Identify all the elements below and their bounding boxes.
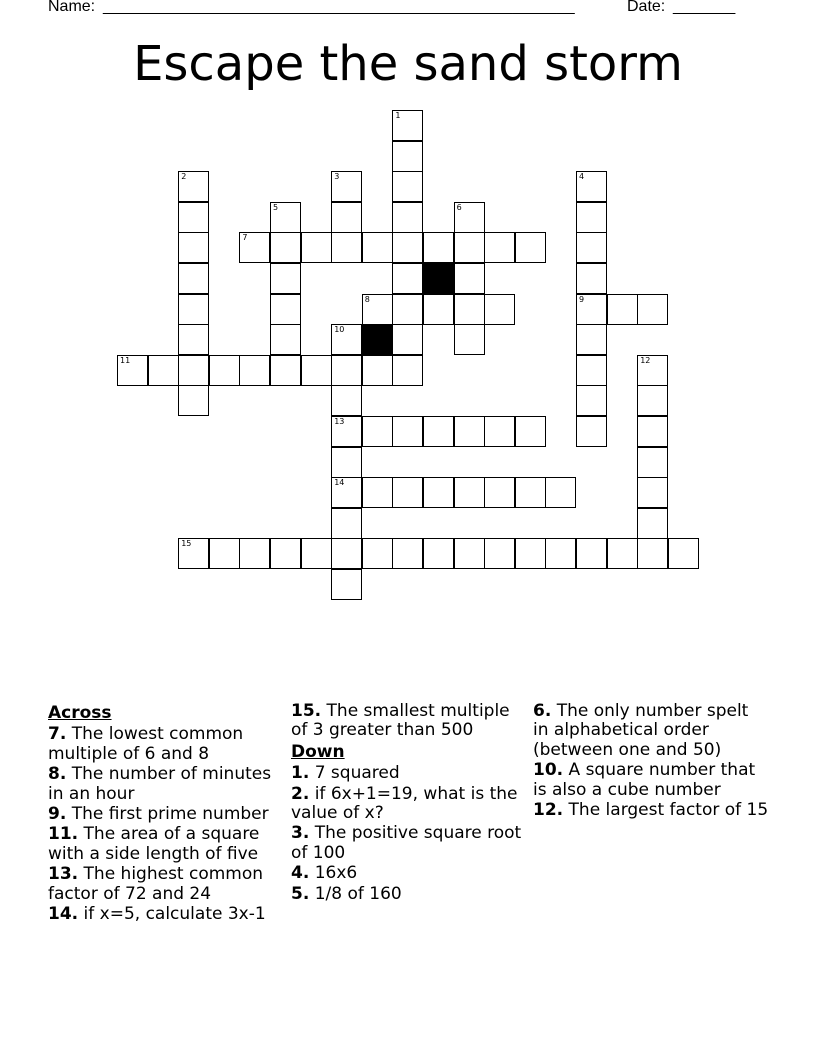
grid-cell[interactable] <box>515 538 546 569</box>
grid-cell[interactable] <box>637 538 668 569</box>
grid-cell[interactable] <box>454 477 485 508</box>
grid-cell[interactable] <box>178 385 209 416</box>
grid-cell[interactable] <box>239 355 270 386</box>
grid-cell[interactable] <box>331 447 362 478</box>
grid-cell[interactable] <box>576 355 607 386</box>
clue-across-14: 14. if x=5, calculate 3x-1 <box>48 904 266 925</box>
page-title: Escape the sand storm <box>133 36 683 92</box>
cell-number: 14 <box>334 478 345 488</box>
grid-cell[interactable] <box>607 538 638 569</box>
clue-down-4: 4. 16x6 <box>291 863 358 884</box>
grid-cell[interactable] <box>423 232 454 263</box>
grid-cell[interactable] <box>392 324 423 355</box>
grid-cell[interactable] <box>392 263 423 294</box>
grid-cell[interactable] <box>331 416 362 447</box>
grid-block <box>423 263 454 294</box>
grid-cell[interactable] <box>178 263 209 294</box>
grid-cell[interactable] <box>362 416 393 447</box>
grid-cell[interactable] <box>607 294 638 325</box>
grid-cell[interactable] <box>576 232 607 263</box>
cell-number: 13 <box>334 417 345 426</box>
grid-cell[interactable] <box>331 569 362 600</box>
grid-cell[interactable] <box>423 477 454 508</box>
cell-number: 11 <box>120 355 131 365</box>
grid-cell[interactable] <box>637 447 668 478</box>
clue-across-7: 7. The lowest common multiple of 6 and 8 <box>48 724 244 764</box>
grid-cell[interactable] <box>637 355 668 386</box>
grid-cell[interactable] <box>576 171 607 202</box>
down-heading: Down <box>291 741 345 762</box>
grid-cell[interactable] <box>637 294 668 325</box>
cell-number: 8 <box>364 294 370 304</box>
clue-down-2: 2. if 6x+1=19, what is the value of x? <box>291 783 518 824</box>
grid-cell[interactable] <box>423 538 454 569</box>
clue-down-6: 6. The only number spelt in alphabetical order (between one and 50) <box>533 701 749 760</box>
grid-cell[interactable] <box>331 477 362 508</box>
clue-across-11: 11. The area of a square with a side length of five <box>48 824 260 864</box>
grid-cell[interactable] <box>331 508 362 539</box>
grid-cell[interactable] <box>484 232 515 263</box>
grid-cell[interactable] <box>576 294 607 325</box>
clues-column-3 <box>533 702 769 821</box>
grid-cell[interactable] <box>178 294 209 325</box>
grid-cell[interactable] <box>301 355 332 386</box>
clue-across-9: 9. The first prime number <box>48 804 269 825</box>
grid-cell[interactable] <box>270 232 301 263</box>
clue-down-1: 1. 7 squared <box>291 763 400 784</box>
grid-cell[interactable] <box>270 263 301 294</box>
grid-cell[interactable] <box>454 232 485 263</box>
grid-cell[interactable] <box>484 416 515 447</box>
grid-cell[interactable] <box>178 324 209 355</box>
grid-cell[interactable] <box>484 477 515 508</box>
grid-cell[interactable] <box>331 324 362 355</box>
name-line[interactable]: _____________________________________________________ <box>103 0 575 15</box>
grid-cell[interactable] <box>515 477 546 508</box>
grid-cell[interactable] <box>392 477 423 508</box>
grid-cell[interactable] <box>454 324 485 355</box>
date-line[interactable]: _______ <box>673 0 736 15</box>
grid-cell[interactable] <box>239 232 270 263</box>
grid-cell[interactable] <box>576 385 607 416</box>
cell-number: 15 <box>181 539 192 549</box>
grid-cell[interactable] <box>423 294 454 325</box>
grid-cell[interactable] <box>454 202 485 233</box>
grid-cell[interactable] <box>362 355 393 386</box>
cell-number: 4 <box>579 172 585 182</box>
grid-cell[interactable] <box>637 416 668 447</box>
grid-cell[interactable] <box>392 294 423 325</box>
grid-cell[interactable] <box>637 508 668 539</box>
grid-cell[interactable] <box>545 538 576 569</box>
grid-cell[interactable] <box>301 538 332 569</box>
clues-column-2 <box>291 702 527 905</box>
grid-cell[interactable] <box>331 538 362 569</box>
grid-cell[interactable] <box>331 385 362 416</box>
grid-cell[interactable] <box>392 538 423 569</box>
grid-cell[interactable] <box>178 171 209 202</box>
grid-cell[interactable] <box>178 232 209 263</box>
grid-cell[interactable] <box>362 538 393 569</box>
grid-cell[interactable] <box>454 416 485 447</box>
grid-cell[interactable] <box>270 355 301 386</box>
clue-across-15: 15. The smallest multiple of 3 greater than 500 <box>291 701 510 741</box>
cell-number: 9 <box>579 294 585 304</box>
grid-cell[interactable] <box>301 232 332 263</box>
grid-cell[interactable] <box>423 416 454 447</box>
grid-cell[interactable] <box>515 232 546 263</box>
grid-cell[interactable] <box>392 171 423 202</box>
grid-cell[interactable] <box>270 294 301 325</box>
grid-cell[interactable] <box>331 202 362 233</box>
grid-cell[interactable] <box>270 538 301 569</box>
grid-cell[interactable] <box>515 416 546 447</box>
grid-cell[interactable] <box>576 324 607 355</box>
grid-cell[interactable] <box>576 538 607 569</box>
grid-cell[interactable] <box>178 202 209 233</box>
grid-cell[interactable] <box>362 294 393 325</box>
grid-cell[interactable] <box>454 294 485 325</box>
grid-cell[interactable] <box>209 355 240 386</box>
grid-cell[interactable] <box>637 477 668 508</box>
grid-cell[interactable] <box>454 538 485 569</box>
clue-across-8: 8. The number of minutes in an hour <box>48 764 272 804</box>
grid-cell[interactable] <box>331 355 362 386</box>
grid-cell[interactable] <box>239 538 270 569</box>
cell-number: 6 <box>456 202 462 212</box>
grid-cell[interactable] <box>178 538 209 569</box>
grid-cell[interactable] <box>178 355 209 386</box>
grid-cell[interactable] <box>362 232 393 263</box>
grid-cell[interactable] <box>392 355 423 386</box>
cell-number: 10 <box>334 325 345 335</box>
cell-number: 2 <box>181 172 187 182</box>
clue-down-3: 3. The positive square root of 100 <box>291 823 522 863</box>
clue-down-5: 5. 1/8 of 160 <box>291 883 402 904</box>
grid-block <box>362 324 393 355</box>
grid-cell[interactable] <box>576 202 607 233</box>
grid-cell[interactable] <box>392 141 423 172</box>
grid-cell[interactable] <box>392 110 423 141</box>
grid-cell[interactable] <box>484 294 515 325</box>
cell-number: 3 <box>334 172 340 182</box>
grid-cell[interactable] <box>392 202 423 233</box>
date-label: Date: <box>627 0 666 15</box>
grid-cell[interactable] <box>454 263 485 294</box>
grid-cell[interactable] <box>576 416 607 447</box>
name-label: Name: <box>48 0 96 15</box>
grid-cell[interactable] <box>148 355 179 386</box>
grid-cell[interactable] <box>117 355 148 386</box>
grid-cell[interactable] <box>392 232 423 263</box>
clues-column-1 <box>48 702 288 925</box>
grid-cell[interactable] <box>362 477 393 508</box>
grid-cell[interactable] <box>270 324 301 355</box>
cell-number: 5 <box>273 202 279 212</box>
grid-cell[interactable] <box>392 416 423 447</box>
grid-cell[interactable] <box>484 538 515 569</box>
cell-number: 7 <box>242 233 248 243</box>
cell-number: 1 <box>395 111 401 120</box>
grid-cell[interactable] <box>637 385 668 416</box>
across-heading: Across <box>48 703 112 723</box>
clue-down-10: 10. A square number that is also a cube number <box>533 760 756 800</box>
grid-cell[interactable] <box>209 538 240 569</box>
cell-number: 12 <box>640 355 651 365</box>
grid-cell[interactable] <box>331 232 362 263</box>
clue-down-12: 12. The largest factor of 15 <box>533 800 769 821</box>
clue-across-13: 13. The highest common factor of 72 and 24 <box>48 864 264 904</box>
grid-cell[interactable] <box>270 202 301 233</box>
grid-cell[interactable] <box>576 263 607 294</box>
grid-cell[interactable] <box>331 171 362 202</box>
grid-cell[interactable] <box>668 538 699 569</box>
grid-cell[interactable] <box>545 477 576 508</box>
